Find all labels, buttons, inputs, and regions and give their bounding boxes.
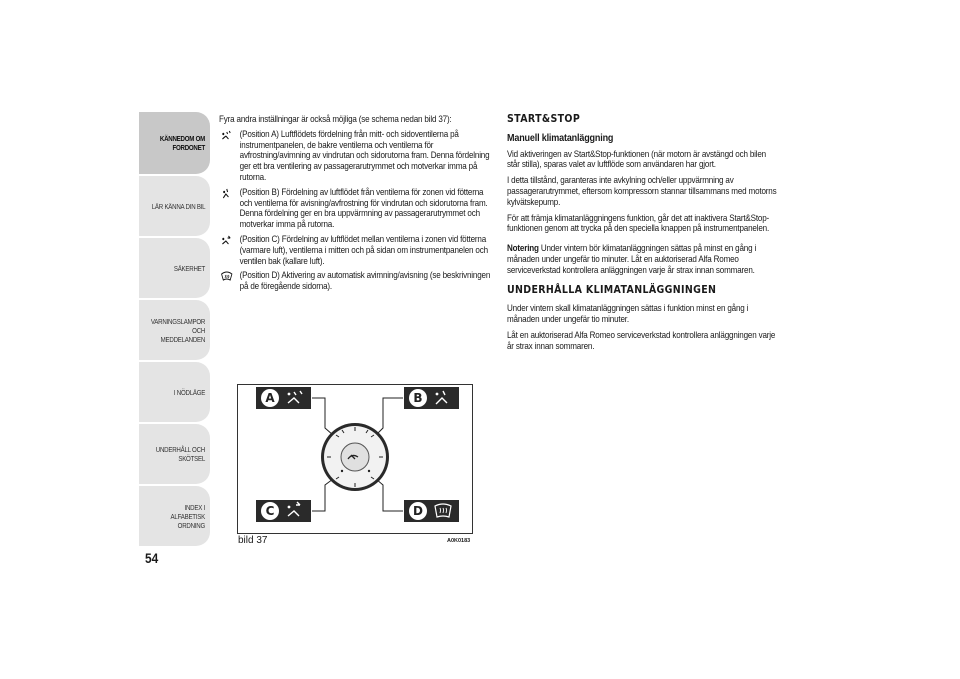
tab-i-nodlage[interactable] [139, 362, 210, 422]
figure-caption: bild 37 [238, 535, 268, 546]
marker-d: D [413, 504, 423, 518]
tab-label: INDEX I ALFABETISK ORDNING [170, 502, 205, 530]
marker-b: B [413, 391, 423, 405]
air-distribution-a-icon [221, 130, 233, 141]
tab-label: VARNINGSLAMPOR OCH MEDDELANDEN [150, 316, 205, 344]
paragraph: Låt en auktoriserad Alfa Romeo serviceverkstad kontrollera anläggningen varje år strax innan sommaren. [507, 328, 776, 351]
intro-text: Fyra andra inställningar är också möjliga (se schema nedan bild 37): [219, 113, 452, 124]
tab-varningslampor[interactable] [139, 300, 210, 360]
position-c-box [256, 500, 311, 522]
position-b-box [404, 387, 459, 409]
climate-control-diagram [238, 385, 472, 533]
air-distribution-c-icon [221, 235, 233, 246]
tab-underhall-och-skotsel[interactable] [139, 424, 210, 484]
position-a-text: (Position A) Luftflödets fördelning från mitt- och sidoventilerna på instrumentpanelen, de bakre ventilerna och ventilerna för avfrostning/avimning av vindrutan och sidorutorna fram. Denna fördelning ger ett bra ventilering av passagerarutrymmet och motverkar imma på rutorna. [239, 127, 490, 182]
left-column [219, 114, 491, 296]
note-label: Notering [507, 242, 539, 254]
position-d-item [219, 270, 491, 292]
position-a-box [256, 387, 311, 409]
position-d-box [404, 500, 459, 522]
defrost-d-icon [221, 271, 233, 282]
position-c-text: (Position C) Fördelning av luftflödet mellan ventilerna i zonen vid fötterna (varmare luft), ventilerna i mitten och på sidan om instrumentpanelen och ventilen bak (kallare luft). [239, 232, 488, 266]
heading-maintenance: UNDERHÅLLA KLIMATANLÄGGNINGEN [507, 282, 717, 296]
right-column [507, 114, 779, 357]
tab-kannedom-om-fordonet[interactable] [139, 112, 210, 174]
position-c-item [219, 234, 491, 266]
tab-label: KÄNNEDOM OM FORDONET [159, 134, 205, 152]
air-distribution-b-icon [221, 188, 233, 199]
paragraph: Under vintern skall klimatanläggningen sättas i funktion minst en gång i månaden under ungefär tio minuter. [507, 302, 749, 325]
mode-knob [321, 423, 389, 491]
tab-label: UNDERHÅLL OCH SKÖTSEL [155, 445, 205, 463]
marker-c: C [265, 504, 275, 518]
chapter-sidebar [139, 112, 210, 548]
position-d-text: (Position D) Aktivering av automatisk avimning/avisning (se beskrivningen på de föregående sidorna). [239, 269, 491, 292]
page-number: 54 [145, 550, 159, 566]
tab-label: LÄR KÄNNA DIN BIL [151, 201, 205, 211]
position-b-text: (Position B) Fördelning av luftflödet från ventilerna för zonen vid fötterna och ventilerna för avisning/avfrostning för vindrutan och sidorutorna fram. Denna fördelning ger en bra uppvärmning av passagerarutrymmet och motverkar imma på rutorna. [239, 185, 488, 230]
heading-start-stop: START&STOP [507, 112, 581, 125]
paragraph: För att främja klimatanläggningens funktion, går det att inaktivera Start&Stop-funktionen genom att trycka på den speciella knappen på instrumentpanelen. [507, 211, 770, 234]
subheading-manual-climate: Manuell klimatanläggning [507, 131, 614, 144]
note-paragraph [507, 243, 780, 275]
paragraph: I detta tillstånd, garanteras inte avkylning och/eller uppvärmning av passagerarutrymmet, eftersom kompressorn stannar tillsammans med motorns kylvätskepump. [507, 174, 777, 207]
tab-label: I NÖDLÄGE [173, 387, 205, 397]
position-a-item [219, 129, 491, 183]
tab-index[interactable] [139, 486, 210, 546]
position-b-item [219, 187, 491, 230]
tab-sakerhet[interactable] [139, 238, 210, 298]
figure-37 [237, 384, 473, 534]
paragraph: Vid aktiveringen av Start&Stop-funktionen (när motorn är avstängd och bilen står stilla), sparas valet av luftflöde som användaren har gjort. [507, 147, 766, 170]
figure-code: A0K0183 [447, 538, 471, 544]
tab-label: SÄKERHET [173, 263, 205, 273]
note-text: Under vintern bör klimatanläggningen sättas på minst en gång i månaden under ungefär tio minuter. Låt en auktoriserad Alfa Romeo serviceverkstad kontrollera anläggningen varje år strax innan sommaren. [507, 242, 757, 275]
marker-a: A [265, 391, 275, 405]
tab-lar-kanna-din-bil[interactable] [139, 176, 210, 236]
